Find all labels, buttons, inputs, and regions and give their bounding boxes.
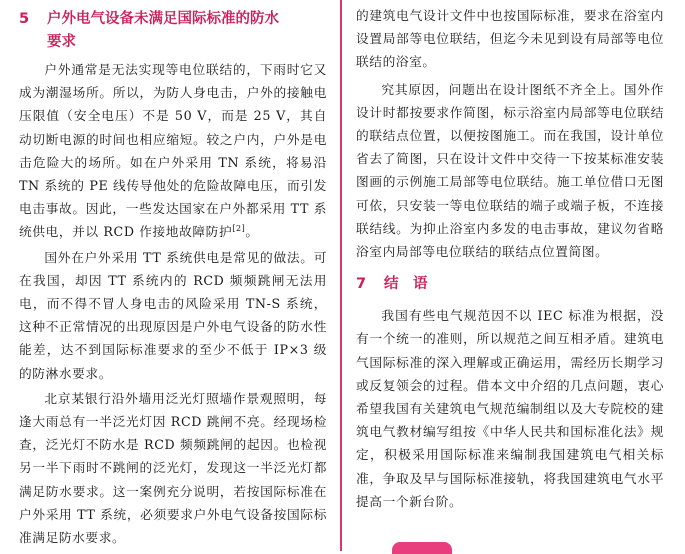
page-tab-decoration bbox=[392, 542, 452, 554]
citation-ref: [2] bbox=[232, 224, 246, 234]
paragraph-tt-system: 国外在户外采用 TT 系统供电是常见的做法。可在我国，却因 TT 系统内的 RCD 频频跳闸无法用电，而不得不冒人身电击的风险采用 TN-S 系统，这种不正常情况的出现原因是户外电气设备的防水性能差，达不到国际标准要求的至少不低于 IP×3 级的防淋水要求。 bbox=[19, 249, 327, 381]
section-5-number: 5 bbox=[19, 11, 30, 27]
section-5-title-line1: 户外电气设备未满足国际标准的防水 bbox=[47, 11, 279, 27]
section-5-heading bbox=[19, 8, 327, 54]
paragraph-conclusion: 我国有些电气规范因不以 IEC 标准为根据，没有一个统一的准则，所以规范之间互相矛盾。建筑电气国际标准的深入理解或正确运用，需经历长期学习或反复领会的过程。借本文中介绍的几点问题，衷心希望我国有关建筑电气规范编制组以及大专院校的建筑电气教材编写组按《中华人民共和国标准化法》规定，积极采用国际标准来编制我国建筑电气相关标准，争取及早与国际标准接轨，将我国建筑电气水平提高一个新台阶。 bbox=[356, 308, 664, 509]
section-5-title-line2: 要求 bbox=[47, 34, 76, 50]
paragraph-design-drawings: 究其原因，问题出在设计图纸不齐全上。国外作设计时都按要求作简图，标示浴室内局部等电位联结的联结点位置，以便按图施工。而在我国，设计单位省去了简图，只在设计文件中交待一下按某标准安装图画的示例施工局部等电位联结。施工单位借口无图可依，只安装一等电位联结的端子或端子板，不连接联结线。为抑止浴室内多发的电击事故，建议勿省略浴室内局部等电位联结的联结点位置简图。 bbox=[356, 81, 664, 260]
paragraph-outdoor-voltage-text: 户外通常是无法实现等电位联结的，下雨时它又成为潮湿场所。所以，为防人身电击，户外的接触电压限值（安全电压）不是 50 V，而是 25 V，其自动切断电源的时间也相应缩短。较之户内，户外是电击危险大的场所。如在户外采用 TN 系统，将易沿 TN 系统的 PE 线传导他处的危险故障电压，而引发电击事故。因此，一些发达国家在户外都采用 TT 系统供电，并以 RCD 作接地故障防护 bbox=[19, 62, 327, 240]
section-7-heading bbox=[356, 273, 664, 296]
paragraph-outdoor-voltage-end: 。 bbox=[245, 224, 259, 240]
paragraph-bank-case: 北京某银行沿外墙用泛光灯照墙作景观照明，每逢大雨总有一半泛光灯因 RCD 跳闸不亮。经现场检查，泛光灯不防水是 RCD 频频跳闸的起因。也检视另一半下雨时不跳闸的泛光灯，发现这一半泛光灯都满足防水要求。这一案例充分说明，若按国际标准在户外采用 TT 系统，必须要求户外电气设备按国际标准满足防水要求。 bbox=[19, 390, 327, 546]
column-divider bbox=[340, 0, 342, 551]
section-7-number: 7 bbox=[356, 276, 367, 293]
paragraph-outdoor-voltage bbox=[19, 58, 327, 244]
paragraph-bathroom-continued: 的建筑电气设计文件中也按国际标准，要求在浴室内设置局部等电位联结，但迄今未见到设有局部等电位联结的浴室。 bbox=[356, 8, 664, 70]
right-column bbox=[356, 0, 664, 513]
section-7-title: 结 语 bbox=[384, 276, 428, 293]
left-column bbox=[19, 0, 327, 549]
